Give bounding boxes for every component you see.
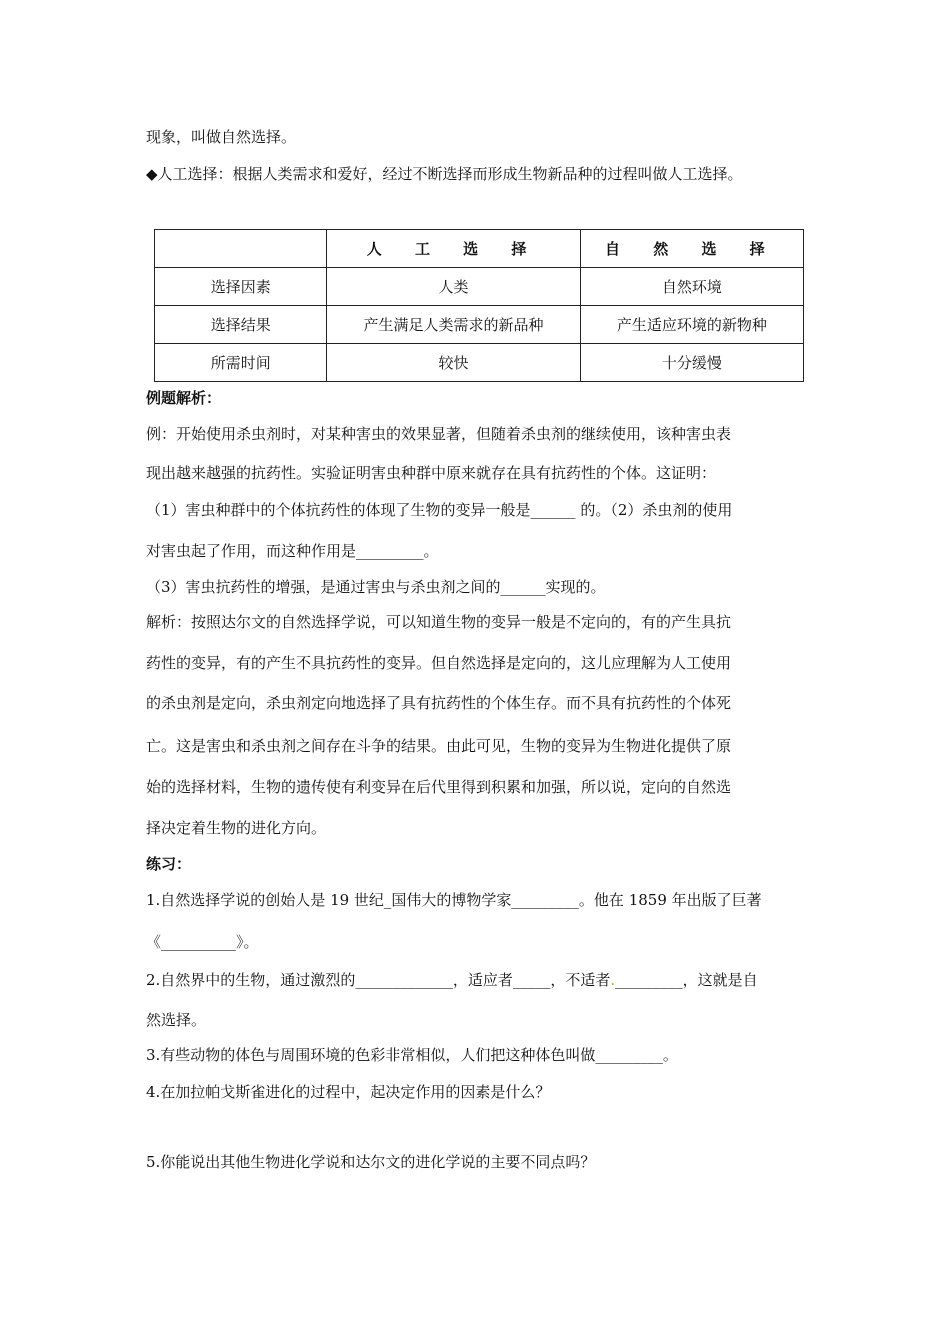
table-cell: 选择结果 xyxy=(155,306,327,344)
example-heading: 例题解析： xyxy=(146,389,222,407)
comparison-table xyxy=(154,229,804,382)
analysis-line: 的杀虫剂是定向，杀虫剂定向地选择了具有抗药性的个体生存。而不具有抗药性的个体死 xyxy=(146,694,732,712)
practice-item-1-cont: 《__________》。 xyxy=(146,933,259,951)
table-header-cell xyxy=(155,230,327,268)
practice-item-2-cont: 然选择。 xyxy=(146,1011,207,1029)
practice-item-3: 3.有些动物的体色与周围环境的色彩非常相似，人们把这种体色叫做_________。 xyxy=(146,1046,678,1064)
example-question-line: 对害虫起了作用，而这种作用是_________。 xyxy=(146,542,439,560)
table-row xyxy=(155,344,804,382)
table-header-cell: 人 工 选 择 xyxy=(327,230,580,268)
practice-item-2 xyxy=(146,970,758,990)
analysis-line: 药性的变异，有的产生不具抗药性的变异。但自然选择是定向的，这儿应理解为人工使用 xyxy=(146,654,732,672)
table-cell: 人类 xyxy=(327,268,580,306)
intro-line-1: 现象，叫做自然选择。 xyxy=(146,128,297,146)
table-header-cell: 自 然 选 择 xyxy=(580,230,803,268)
analysis-line: 亡。这是害虫和杀虫剂之间存在斗争的结果。由此可见，生物的变异为生物进化提供了原 xyxy=(146,737,732,755)
table-header-row xyxy=(155,230,804,268)
practice-item-2-text: 2.自然界中的生物，通过激烈的_____________，适应者_____，不适者 xyxy=(146,971,611,989)
example-question-line: （3）害虫抗药性的增强，是通过害虫与杀虫剂之间的______实现的。 xyxy=(146,578,606,596)
table-cell: 所需时间 xyxy=(155,344,327,382)
table-cell: 选择因素 xyxy=(155,268,327,306)
table-cell: 产生适应环境的新物种 xyxy=(580,306,803,344)
example-question-line: 例：开始使用杀虫剂时，对某种害虫的效果显著，但随着杀虫剂的继续使用，该种害虫表 xyxy=(146,425,732,443)
practice-item-1: 1.自然选择学说的创始人是 19 世纪_国伟大的博物学家_________。他在 1859 年出版了巨著 xyxy=(146,891,762,909)
intro-line-2: ◆人工选择：根据人类需求和爱好，经过不断选择而形成生物新品种的过程叫做人工选择。 xyxy=(146,165,743,183)
analysis-line: 始的选择材料，生物的遗传使有利变异在后代里得到积累和加强，所以说，定向的自然选 xyxy=(146,778,732,796)
analysis-line: 解析：按照达尔文的自然选择学说，可以知道生物的变异一般是不定向的，有的产生具抗 xyxy=(146,613,732,631)
practice-heading: 练习： xyxy=(146,855,192,873)
practice-item-2-text: _________，这就是自 xyxy=(615,971,758,989)
example-question-line: （1）害虫种群中的个体抗药性的体现了生物的变异一般是______ 的。（2）杀虫剂的使用 xyxy=(146,501,733,519)
example-question-line: 现出越来越强的抗药性。实验证明害虫种群中原来就存在具有抗药性的个体。这证明： xyxy=(146,464,717,482)
table-cell: 产生满足人类需求的新品种 xyxy=(327,306,580,344)
table-row xyxy=(155,268,804,306)
table-row xyxy=(155,306,804,344)
table-cell: 十分缓慢 xyxy=(580,344,803,382)
practice-item-4: 4.在加拉帕戈斯雀进化的过程中，起决定作用的因素是什么？ xyxy=(146,1083,551,1101)
stray-dot: . xyxy=(610,971,616,989)
table-cell: 较快 xyxy=(327,344,580,382)
practice-item-5: 5.你能说出其他生物进化学说和达尔文的进化学说的主要不同点吗？ xyxy=(146,1153,596,1171)
analysis-line: 择决定着生物的进化方向。 xyxy=(146,819,327,837)
table-cell: 自然环境 xyxy=(580,268,803,306)
